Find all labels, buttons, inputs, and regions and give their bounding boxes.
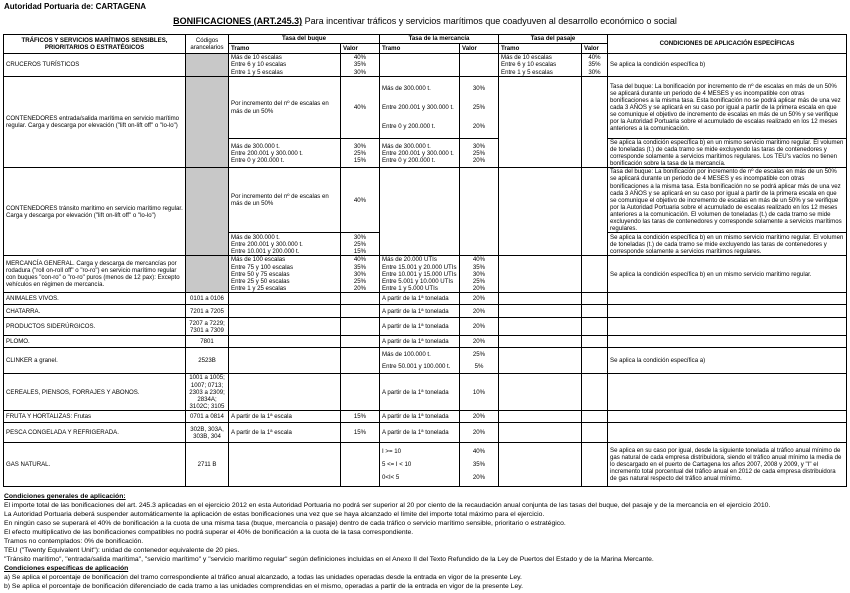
table-row	[4, 54, 847, 77]
pax-value	[582, 374, 608, 411]
codes-cell: 2523B	[186, 348, 229, 374]
table-row	[4, 305, 847, 318]
table-row	[4, 77, 847, 139]
traffic-label: CONTENEDORES tránsito marítimo en servicio marítimo regular. Carga y descarga por elevación ("lift on-lift off" o "lo-lo")	[4, 168, 186, 256]
pax-value	[582, 305, 608, 318]
header-ship-tramo: Tramo	[229, 44, 341, 54]
ship-tramo: Por incremento del nº de escalas en más de un 50%	[229, 168, 341, 233]
pax-value	[582, 77, 608, 168]
cargo-value: 20%	[460, 411, 499, 423]
condition-text	[608, 318, 847, 336]
pax-value	[582, 336, 608, 348]
codes-cell	[186, 256, 229, 293]
traffic-label: ANIMALES VIVOS.	[4, 293, 186, 305]
bonus-table	[3, 34, 847, 487]
pax-value	[582, 411, 608, 423]
specific-condition-line: a) Se aplica el porcentaje de bonificación del tramo correspondiente al tráfico anual alcanzado, a todas las unidades operadas desde la entrada en vigor de la presente Ley.	[4, 574, 522, 581]
codes-cell: 7207 a 7229; 7301 a 7309	[186, 318, 229, 336]
ship-tramo	[229, 305, 341, 318]
table-row	[4, 423, 847, 443]
cargo-value: 30% 25% 20%	[460, 77, 499, 139]
codes-cell: 0101 a 0106	[186, 293, 229, 305]
condition-text	[608, 336, 847, 348]
ship-tramo: A partir de la 1ª escala	[229, 423, 341, 443]
title-article: BONIFICACIONES (ART.245.3)	[173, 16, 303, 26]
traffic-label: CLINKER a granel.	[4, 348, 186, 374]
cargo-value: 20%	[460, 293, 499, 305]
ship-value: 40% 35% 30% 25% 20%	[341, 256, 380, 293]
ship-tramo	[229, 374, 341, 411]
ship-tramo: Más de 10 escalas Entre 6 y 10 escalas Entre 1 y 5 escalas	[229, 54, 341, 77]
header-ship-valor: Valor	[341, 44, 380, 54]
ship-value: 30% 25% 15%	[341, 139, 380, 168]
pax-tramo	[499, 348, 582, 374]
pax-tramo	[499, 423, 582, 443]
pax-tramo	[499, 77, 582, 168]
traffic-label: PLOMO.	[4, 336, 186, 348]
ship-value	[341, 318, 380, 336]
condition-text: Se aplica la condición específica b) en un mismo servicio marítimo regular.	[608, 256, 847, 293]
cargo-tramo: Más de 300.000 t. Entre 200.001 y 300.000 t. Entre 0 y 200.000 t.	[380, 77, 460, 139]
general-conditions-heading: Condiciones generales de aplicación:	[4, 493, 126, 500]
header-cargo-valor: Valor	[460, 44, 499, 54]
ship-tramo	[229, 443, 341, 487]
title-description: Para incentivar tráficos y servicios marítimos que coadyuven al desarrollo económico o social	[302, 16, 677, 26]
ship-tramo: Por incremento del nº de escalas en más de un 50%	[229, 77, 341, 139]
pax-value	[582, 168, 608, 256]
pax-value	[582, 293, 608, 305]
ship-value	[341, 336, 380, 348]
cargo-tramo: Más de 300.000 t. Entre 200.001 y 300.000 t. Entre 0 y 200.000 t.	[380, 139, 460, 168]
cargo-value: 25% 5%	[460, 348, 499, 374]
cargo-value	[460, 168, 499, 256]
codes-cell	[186, 54, 229, 77]
ship-tramo: Más de 100 escalas Entre 75 y 100 escalas Entre 50 y 75 escalas Entre 25 y 50 escalas Entre 1 y 25 escalas	[229, 256, 341, 293]
general-condition-line: La Autoridad Portuaria deberá suspender automáticamente la aplicación de estas bonificaciones una vez que se haya alcanzado el límite del importe total máximo para el ejercicio.	[4, 511, 545, 518]
codes-cell: 302B, 303A, 303B, 304	[186, 423, 229, 443]
pax-tramo	[499, 443, 582, 487]
header-codes: Códigos arancelarios	[186, 35, 229, 54]
table-row	[4, 293, 847, 305]
ship-value: 40%	[341, 77, 380, 139]
traffic-label: CHATARRA.	[4, 305, 186, 318]
ship-value: 40%	[341, 168, 380, 233]
ship-value: 30% 25% 15%	[341, 233, 380, 256]
header-cargo-tramo: Tramo	[380, 44, 460, 54]
condition-text: Se aplica la condición específica b) en un mismo servicio marítimo regular. El volumen de toneladas (t.) de cada tramo se mide excluyendo las taras de contenedores y corresponde solamente a servicios marítimos regulares.	[608, 233, 847, 256]
condition-text: Se aplica la condición específica b)	[608, 54, 847, 77]
condition-text	[608, 374, 847, 411]
table-row	[4, 318, 847, 336]
pax-value	[582, 348, 608, 374]
header-conditions: CONDICIONES DE APLICACIÓN ESPECÍFICAS	[608, 35, 847, 54]
traffic-label: MERCANCÍA GENERAL. Carga y descarga de mercancías por rodadura ("roll on-roll off" o "ro-ro") en servicio marítimo regular con buques "con-ro" o "ro-ro" puros (menos de 12 pax): Excepto vehículos en régimen de mercancía.	[4, 256, 186, 293]
ship-tramo	[229, 318, 341, 336]
pax-tramo	[499, 336, 582, 348]
cargo-value: 20%	[460, 336, 499, 348]
cargo-value: 30% 25% 20%	[460, 139, 499, 168]
table-row	[4, 443, 847, 487]
pax-value	[582, 318, 608, 336]
ship-value	[341, 443, 380, 487]
cargo-value: 20%	[460, 423, 499, 443]
cargo-tramo: Más de 20.000 UTIs Entre 15.001 y 20.000 UTIs Entre 10.001 y 15.000 UTIs Entre 5.001 y 10.000 UTIs Entre 1 y 5.000 UTIs	[380, 256, 460, 293]
page-title	[0, 16, 850, 26]
traffic-label: GAS NATURAL.	[4, 443, 186, 487]
pax-value	[582, 256, 608, 293]
traffic-label: PRODUCTOS SIDERÚRGICOS.	[4, 318, 186, 336]
condition-text: Se aplica la condición específica b) en un mismo servicio marítimo regular. El volumen de toneladas (t.) de cada tramo se mide excluyendo las taras de contenedores y corresponde solamente a servicios marítimos regulares. Los TEU's vacíos no tienen bonificación sobre la tasa de la mercancía.	[608, 139, 847, 168]
cargo-tramo: Más de 100.000 t. Entre 50.001 y 100.000 t.	[380, 348, 460, 374]
condition-text: Se aplica en su caso por igual, desde la siguiente tonelada al tráfico anual mínimo de gas natural de cada empresa distribuidora, siendo el tráfico anual mínimo la media de lo descargado en el puerto de Cartagena los años 2007, 2008 y 2009, y "I" el incremento total porcentual del tráfico anual en 2012 de cada empresa distribuidora de gas natural respecto del tráfico anual mínimo.	[608, 443, 847, 487]
pax-tramo	[499, 318, 582, 336]
pax-value	[582, 423, 608, 443]
pax-value: 40% 35% 30%	[582, 54, 608, 77]
cargo-tramo: A partir de la 1ª tonelada	[380, 336, 460, 348]
codes-cell: 7201 a 7205	[186, 305, 229, 318]
codes-cell: 0701 a 0814	[186, 411, 229, 423]
pax-tramo	[499, 168, 582, 256]
pax-tramo	[499, 374, 582, 411]
pax-tramo	[499, 256, 582, 293]
ship-tramo	[229, 293, 341, 305]
traffic-label: FRUTA Y HORTALIZAS: Frutas	[4, 411, 186, 423]
header-pax-valor: Valor	[582, 44, 608, 54]
general-condition-line: El efecto multiplicativo de las bonificaciones compatibles no podrá superar el 40% de bonificación a la cuota de la tasa correspondiente.	[4, 529, 414, 536]
ship-value	[341, 374, 380, 411]
specific-conditions-heading: Condiciones específicas de aplicación	[4, 565, 129, 572]
specific-condition-line: b) Se aplica el porcentaje de bonificación diferenciado de cada tramo a las unidades comprendidas en el mismo, operadas a partir de la entrada en vigor de la presente Ley.	[4, 583, 524, 590]
ship-value: 15%	[341, 411, 380, 423]
pax-value	[582, 443, 608, 487]
condition-text: Tasa del buque: La bonificación por incremento de nº de escalas en más de un 50% se aplicará durante un periodo de 4 MESES y es incompatible con otras bonificaciones a la misma tasa. Esta bonificación no se podrá aplicar más de una vez cada 3 AÑOS y se aplicará en su caso por igual a partir de la primera escala en que se comunique el objetivo de incremento de escalas en más de un 50% y se verifique por la Autoridad Portuaria sobre el acumulado de escalas realizado en los 12 meses anteriores a la comunicación.	[608, 77, 847, 139]
cargo-tramo: A partir de la 1ª tonelada	[380, 374, 460, 411]
ship-tramo: Más de 300.000 t. Entre 200.001 y 300.000 t. Entre 0 y 200.000 t.	[229, 139, 341, 168]
table-row	[4, 168, 847, 233]
cargo-value: 40% 35% 30% 25% 20%	[460, 256, 499, 293]
condition-text	[608, 305, 847, 318]
ship-tramo	[229, 348, 341, 374]
header-pax-tramo: Tramo	[499, 44, 582, 54]
cargo-value: 20%	[460, 318, 499, 336]
table-row	[4, 336, 847, 348]
ship-tramo: A partir de la 1ª escala	[229, 411, 341, 423]
condition-text: Tasa del buque: La bonificación por incremento de nº de escalas en más de un 50% se aplicará durante un periodo de 4 MESES y es incompatible con otras bonificaciones a la misma tasa. Esta bonificación no se podrá aplicar más de una vez cada 3 AÑOS y se aplicará en su caso por igual a partir de la primera escala en que se comunique el objetivo de incremento de escalas en más de un 50% y se verifique por la Autoridad Portuaria sobre el acumulado de escalas realizado en los 12 meses anteriores a la comunicación. El volumen de toneladas (t.) de cada tramo se mide excluyendo las taras de contenedores y corresponde solamente a servicios marítimos regulares.	[608, 168, 847, 233]
table-row	[4, 348, 847, 374]
cargo-tramo: A partir de la 1ª tonelada	[380, 411, 460, 423]
general-condition-line: Tramos no contemplados: 0% de bonificación.	[4, 538, 144, 545]
traffic-label: CRUCEROS TURÍSTICOS	[4, 54, 186, 77]
pax-tramo	[499, 411, 582, 423]
condition-text: Se aplica la condición específica a)	[608, 348, 847, 374]
pax-tramo	[499, 305, 582, 318]
cargo-tramo: A partir de la 1ª tonelada	[380, 423, 460, 443]
codes-cell: 1001 a 1005; 1007; 0713; 2303 a 2309; 2834A; 3102C; 3105	[186, 374, 229, 411]
condition-text	[608, 423, 847, 443]
header-cargo-rate: Tasa de la mercancía	[380, 35, 499, 44]
codes-cell: 7801	[186, 336, 229, 348]
table-row	[4, 374, 847, 411]
header-traffic: TRÁFICOS Y SERVICIOS MARÍTIMOS SENSIBLES, PRIORITARIOS O ESTRATÉGICOS	[4, 35, 186, 54]
table-row	[4, 256, 847, 293]
cargo-value: 40% 35% 20%	[460, 443, 499, 487]
traffic-label: PESCA CONGELADA Y REFRIGERADA.	[4, 423, 186, 443]
ship-value	[341, 293, 380, 305]
cargo-tramo: A partir de la 1ª tonelada	[380, 305, 460, 318]
ship-tramo: Más de 300.000 t. Entre 200.001 y 300.000 t. Entre 10.001 y 200.000 t.	[229, 233, 341, 256]
cargo-tramo	[380, 54, 460, 77]
pax-tramo	[499, 293, 582, 305]
codes-cell: 2711 B	[186, 443, 229, 487]
table-row	[4, 411, 847, 423]
cargo-value: 10%	[460, 374, 499, 411]
general-condition-line: "Tránsito marítimo", "entrada/salida marítima", "servicio marítimo" y "servicio marítimo regular" según definiciones incluidas en el Anexo II del Texto Refundido de la Ley de Puertos del Estado y de la Marina Mercante.	[4, 556, 654, 563]
port-authority-name: Autoridad Portuaria de: CARTAGENA	[4, 2, 147, 11]
codes-cell	[186, 168, 229, 256]
cargo-value: 20%	[460, 305, 499, 318]
header-passenger-rate: Tasa del pasaje	[499, 35, 608, 44]
cargo-value	[460, 54, 499, 77]
cargo-tramo: A partir de la 1ª tonelada	[380, 318, 460, 336]
condition-text	[608, 293, 847, 305]
ship-value: 40% 35% 30%	[341, 54, 380, 77]
cargo-tramo	[380, 168, 460, 256]
pax-tramo: Más de 10 escalas Entre 6 y 10 escalas Entre 1 y 5 escalas	[499, 54, 582, 77]
general-condition-line: En ningún caso se superará el 40% de bonificación a la cuota de una misma tasa (buque, mercancía o pasaje) dentro de cada tráfico o servicio marítimo sensible, prioritario o estratégico.	[4, 520, 566, 527]
cargo-tramo: A partir de la 1ª tonelada	[380, 293, 460, 305]
general-condition-line: El importe total de las bonificaciones del art. 245.3 aplicadas en el ejercicio 2012 en esta Autoridad Portuaria no podrá ser superior al 20 por ciento de la recaudación anual conjunta de las tasas del buque, del pasaje y de la mercancía en el ejercicio 2010.	[4, 502, 771, 509]
condition-text	[608, 411, 847, 423]
ship-tramo	[229, 336, 341, 348]
traffic-label: CEREALES, PIENSOS, FORRAJES Y ABONOS.	[4, 374, 186, 411]
ship-value	[341, 348, 380, 374]
general-condition-line: TEU ("Twenty Equivalent Unit"): unidad de contenedor equivalente de 20 pies.	[4, 547, 240, 554]
traffic-label: CONTENEDORES entrada/salida marítima en servicio marítimo regular. Carga y descarga por elevación ("lift on-lift off" o "lo-lo")	[4, 77, 186, 168]
footer-notes	[4, 492, 846, 591]
cargo-tramo: I >= 10 5 <= I < 10 0<I< 5	[380, 443, 460, 487]
header-ship-rate: Tasa del buque	[229, 35, 380, 44]
ship-value	[341, 305, 380, 318]
codes-cell	[186, 77, 229, 168]
ship-value: 15%	[341, 423, 380, 443]
